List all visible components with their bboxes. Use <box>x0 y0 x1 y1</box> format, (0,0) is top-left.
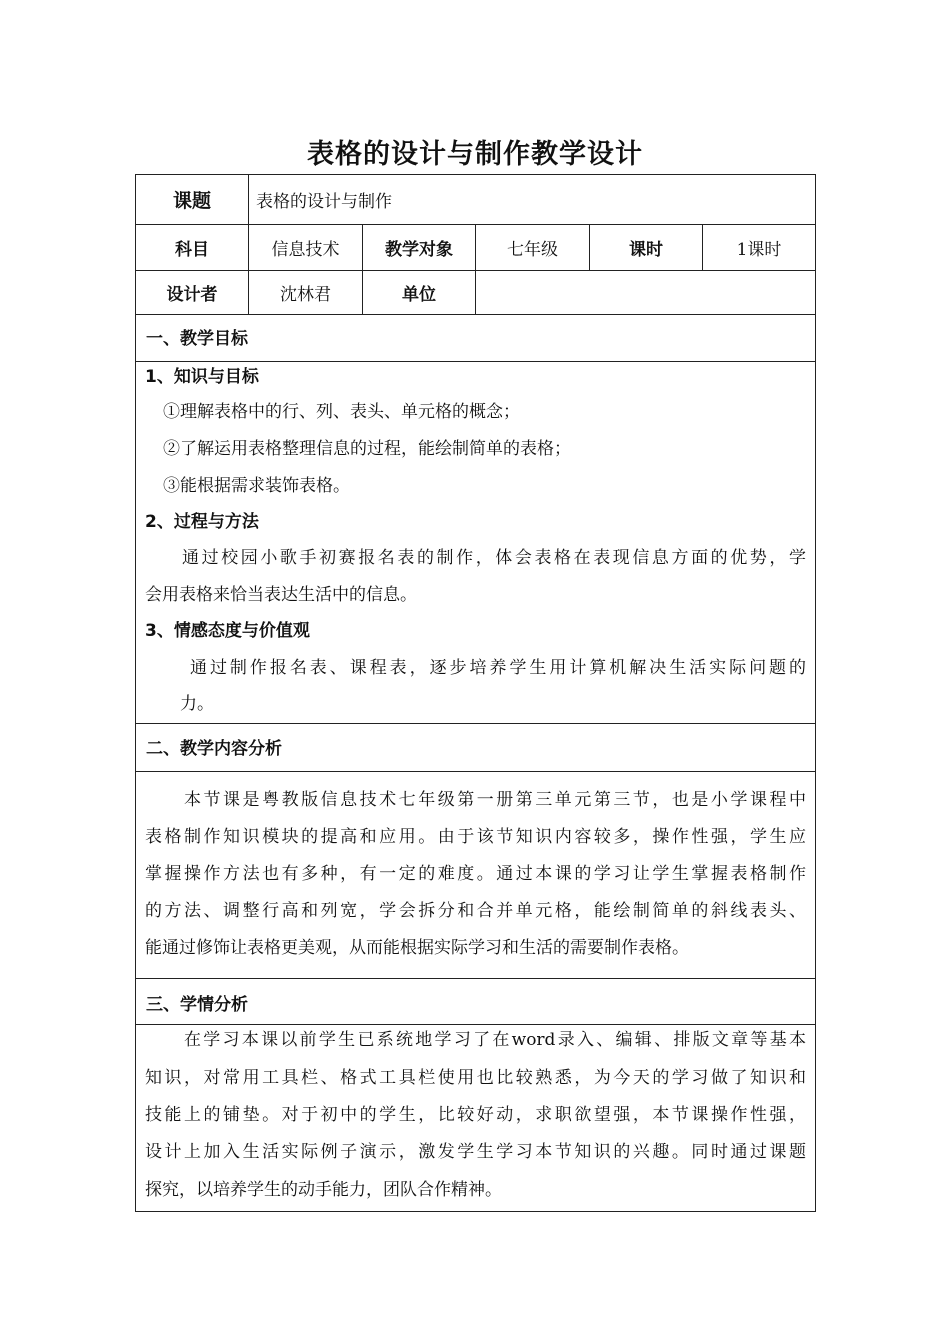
section1-sub2-title: 2、过程与方法 <box>145 512 259 532</box>
objective-item: ③能根据需求装饰表格。 <box>163 476 350 496</box>
section2-title: 二、教学内容分析 <box>146 739 282 759</box>
process-line: 通过校园小歌手初赛报名表的制作，体会表格在表现信息方面的优势，学 <box>182 548 806 568</box>
hours-label: 课时 <box>629 240 663 260</box>
content-analysis-line: 能通过修饰让表格更美观，从而能根据实际学习和生活的需要制作表格。 <box>145 938 689 958</box>
designer-value: 沈林君 <box>280 285 331 305</box>
designer-label: 设计者 <box>166 285 218 305</box>
attitude-line: 力。 <box>180 694 214 714</box>
audience-value: 七年级 <box>507 240 558 260</box>
content-analysis-line: 的方法、调整行高和列宽，学会拆分和合并单元格，能绘制简单的斜线表头、 <box>145 901 806 921</box>
content-analysis-line: 本节课是粤教版信息技术七年级第一册第三单元第三节，也是小学课程中 <box>184 790 806 810</box>
learner-analysis-line: 设计上加入生活实际例子演示，激发学生学习本节知识的兴趣。同时通过课题 <box>145 1142 806 1162</box>
objective-item: ②了解运用表格整理信息的过程，能绘制简单的表格； <box>163 439 571 459</box>
audience-label: 教学对象 <box>385 240 453 260</box>
content-analysis-line: 掌握操作方法也有多种，有一定的难度。通过本课的学习让学生掌握表格制作 <box>145 864 806 884</box>
objective-item: ①理解表格中的行、列、表头、单元格的概念； <box>163 402 520 422</box>
subject-label: 科目 <box>175 240 209 260</box>
unit-label: 单位 <box>402 285 436 305</box>
learner-analysis-line: 在学习本课以前学生已系统地学习了在word录入、编辑、排版文章等基本 <box>184 1030 806 1050</box>
section3-title: 三、学情分析 <box>146 995 248 1015</box>
unit-value <box>476 271 815 314</box>
document-title: 表格的设计与制作教学设计 <box>307 139 643 170</box>
section1-sub1-title: 1、知识与目标 <box>145 367 259 387</box>
process-line: 会用表格来恰当表达生活中的信息。 <box>145 585 417 605</box>
section1-title: 一、教学目标 <box>146 329 248 349</box>
attitude-line: 通过制作报名表、课程表，逐步培养学生用计算机解决生活实际问题的 <box>190 658 806 678</box>
learner-analysis-line: 探究，以培养学生的动手能力，团队合作精神。 <box>145 1180 502 1200</box>
learner-analysis-line: 技能上的铺垫。对于初中的学生，比较好动，求职欲望强，本节课操作性强， <box>145 1105 806 1125</box>
content-analysis-line: 表格制作知识模块的提高和应用。由于该节知识内容较多，操作性强，学生应 <box>145 827 806 847</box>
section1-sub3-title: 3、情感态度与价值观 <box>145 621 310 641</box>
topic-label: 课题 <box>172 190 211 212</box>
hours-value: 1课时 <box>736 240 782 260</box>
subject-value: 信息技术 <box>271 240 340 260</box>
topic-value: 表格的设计与制作 <box>256 192 392 212</box>
learner-analysis-line: 知识，对常用工具栏、格式工具栏使用也比较熟悉，为今天的学习做了知识和 <box>145 1068 806 1088</box>
